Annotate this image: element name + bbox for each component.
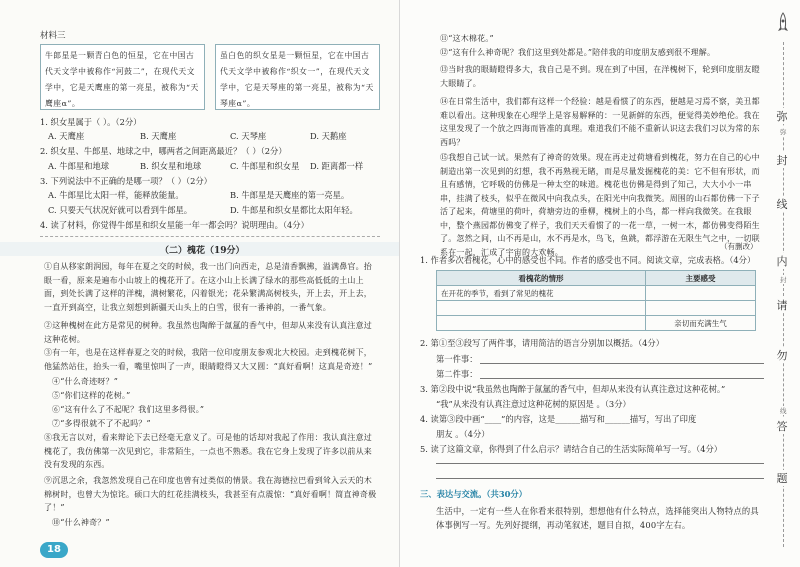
feelings-table [436,270,756,331]
paragraph-12: ⑫“这有什么神奇呢？我们这里到处都是。”陪伴我的印度朋友感到很不理解。 [440,48,716,57]
q5-answer-line-2[interactable] [436,478,764,479]
seal-char-2: 封 [771,152,793,168]
seal-small-1: 弥 [780,128,787,136]
seal-small-3: 线 [780,407,787,415]
paragraph-1: ①自从移家朗润园，每年在夏之交的时候，我一出门向西走，总是清香飘拂，溢满鼻官。抬眼一看，原来是遍布小山坡上的槐花开了。在这小山上长满了绿水的那些高低低的土山上面，到处长满了这样的洋槐，满树繁花，闪着银光；花朵繁满高树枝头，开上去，开上去，一直开到高空，让我立刻想到新疆天山头上的白雪，很有一番神韵，一番气象。 [44,262,372,312]
paragraph-5: ⑤“你们这样的花树。” [52,391,131,400]
paragraph-3: ③有一年，也是在这样春夏之交的时候，我陪一位印度朋友参观北大校园。走到槐花树下，他猛然站住，抬头一看，嘴里惊叫了一声，眼睛瞪得又大又圆：“真好看啊！这真是奇迹！” [44,348,373,371]
q3-option-c[interactable]: C. 只要天气状况好就可以看到牛郎星。 [48,205,193,215]
seal-char-7: 答 [771,418,793,434]
seal-char-3: 线 [771,196,793,212]
question-2: 2. 织女星、牛郎星、地球之中，哪两者之间距离最近？（ ）（2分） [40,146,287,156]
question-1: 1. 织女星属于（ ）。（2分） [40,117,142,127]
seal-small-2: 封 [780,276,787,284]
section-3-title: 三、表达与交流。（共30分） [420,489,527,499]
right-question-5: 5. 读了这篇文章，你得到了什么启示？请结合自己的生活实际简单写一写。（4分） [420,444,723,454]
paragraph-6: ⑥“这有什么了不起呢？我们这里多得很。” [52,405,205,414]
table-cell: 在开花的季节，看到了常见的槐花 [437,286,646,301]
seal-char-6: 勿 [771,347,793,363]
right-question-3-cont: “我”从来没有认真注意过这种花树的原因是 。（3分） [436,399,631,409]
section-title-huaihua: （二）槐花（19分） [160,246,245,256]
material-box-altair [40,44,205,110]
paragraph-13: ⑬当时我的眼睛瞪得多大，我自己是不到。现在到了中国，在洋槐树下，轮到印度朋友瞪大眼睛了。 [440,65,760,88]
q2-option-d[interactable]: D. 距离都一样 [310,161,364,171]
table-cell-input[interactable] [437,316,646,331]
right-question-4: 4. 读第③段中画“____”的内容，这是______描写和______描写，写出了印度 [420,414,697,424]
table-header-feeling: 主要感受 [646,271,756,286]
author-note: （有删改） [720,242,758,251]
paragraph-10: ⑩“什么神奇？” [52,518,110,527]
q2-option-b[interactable]: B. 织女星和地球 [140,161,202,171]
q2-first-label: 第一件事： [436,354,478,364]
paragraph-8: ⑧我无言以对，看来辩论下去已经毫无意义了。可是他的话却对我起了作用：我认真注意过槐花了，我仿佛第一次见到它，非常陌生，一点也不熟悉。我在它身上发现了许多以前从来没有发现的东西。 [44,433,372,469]
q1-option-b[interactable]: B. 天鹰座 [140,131,177,141]
paragraph-4: ④“什么奇迹呀？” [52,377,118,386]
right-question-1: 1. 作者多次看槐花，心中的感受也不同。作者的感受也不同。阅读文章，完成表格。（4分） [420,255,756,265]
q2-second-label: 第二件事： [436,369,478,379]
q5-answer-line-1[interactable] [436,463,764,464]
paragraph-15: ⑮我想自己试一试。果然有了神奇的效果。现在再走过荷塘看到槐花，努力在自己的心中制造出第一次见到的幻想，我不再熟视无睹，而是尽量发掘槐花的美：它不但有形状，而且有感情，它呼吸的仿佛是一种太空的味道。槐花也仿佛是得到了知己，大大小小一串串，挂满了枝头，似乎在微风中向我点头，在阳光中向我微笑。周围的山石都仿佛一下子活了起来，荷塘里的荷叶，荷塘旁边的垂柳，槐树上的小鸟，都一样向我微笑。在我眼中，整个燕园都仿佛变了样子，我们天天看惯了的一花一草，一树一木，都仿佛变得陌生了。忽然之间，山不再是山，水不再是水，鸟飞，鱼跳，都浮游在无限生气之中，一切联系在一起，汇成了宇宙的大欢畅。 [440,153,760,257]
table-cell-input[interactable] [646,301,756,316]
q2-first-answer-line[interactable] [480,363,764,364]
paragraph-11: ⑪“这木棉花。” [440,34,494,43]
seal-char-8: 题 [771,470,793,486]
paragraph-2: ②这种槐树在此方是常见的树种。我虽然也陶醉于氤氲的香气中，但却从来没有认真注意过这种花树。 [44,321,372,344]
seal-char-4: 内 [771,253,793,269]
rocket-icon [777,12,789,36]
seal-char-5: 请 [771,297,793,313]
right-question-2: 2. 第①至③段写了两件事，请用简洁的语言分别加以概括。（4分） [420,338,664,348]
table-cell: 亲切而充满生气 [646,316,756,331]
q2-second-answer-line[interactable] [480,378,764,379]
right-question-4-cont: 朋友 。（4分） [436,429,490,439]
binding-margin [765,0,800,567]
right-question-3: 3. 第②段中说“我虽然也陶醉于氤氲的香气中，但却从来没有认真注意过这种花树。” [420,384,726,394]
q2-option-c[interactable]: C. 牛郎星和织女星 [230,161,300,171]
material-label: 材料三 [40,31,66,41]
paragraph-7: ⑦“多得很就不了不起吗？” [52,419,151,428]
q1-option-c[interactable]: C. 天琴座 [230,131,267,141]
q1-option-d[interactable]: D. 天鹅座 [310,131,347,141]
paragraph-9: ⑨沉思之余，我忽然发现自己在印度也曾有过类似的情景。我在海德拉巴看到耸入云天的木棉树时，也曾大为惊诧。硕口大的红花挂满枝头，我甚至有点震惊：“真好看啊！简直神奇极了！” [44,476,377,512]
table-cell-input[interactable] [646,286,756,301]
right-page [400,0,800,567]
table-header-situation: 看槐花的情形 [437,271,646,286]
page-number: 18 [40,542,68,558]
question-3: 3. 下列说法中不正确的是哪一项？（ ）（2分） [40,176,212,186]
seal-char-1: 弥 [771,108,793,124]
paragraph-14: ⑭在日常生活中，我们都有这样一个经验：越是看惯了的东西，便越是习焉不察，美丑都难以看出。这种现象在心理学上是容易解释的：一见新鲜的东西，便觉得美妙绝伦。我在这里发现了一个放之四海而皆准的真理。难道我们不能不重新认识这去我们习以为常的东西吗？ [440,97,760,147]
q2-option-a[interactable]: A. 牛郎星和地球 [48,161,110,171]
essay-prompt: 生活中，一定有一些人在你看来很特别，想想他有什么特点，选择能突出人物特点的具体事例写一写。先列好提纲，再动笔叙述，题目自拟，400字左右。 [436,506,759,530]
answer-line[interactable] [40,236,380,237]
question-4: 4. 读了材料，你觉得牛郎星和织女星能一年一都会吗？说明理由。（4分） [40,220,309,230]
q3-option-a[interactable]: A. 牛郎星比太阳一样，能释放能量。 [48,190,184,200]
box-vega-text: 虽白色的织女星是一颗恒星，它在中国古代天文学中被称作“织女一”，在现代天文学中，它是天琴座的第一亮星，被称为“天琴座α”。 [220,51,374,108]
table-cell-input[interactable] [437,301,646,316]
box-altair-text: 牛郎星是一颗青白色的恒星，它在中国古代天文学中被称作“河鼓二”，在现代天文学中，它是天鹰座的第一亮星，被称为“天鹰座α”。 [45,51,199,108]
q3-option-b[interactable]: B. 牛郎星是天鹰座的第一亮星。 [230,190,350,200]
material-box-vega [215,44,380,110]
q3-option-d[interactable]: D. 牛郎星和织女星都比太阳年轻。 [230,205,358,215]
q1-option-a[interactable]: A. 天鹰座 [48,131,85,141]
